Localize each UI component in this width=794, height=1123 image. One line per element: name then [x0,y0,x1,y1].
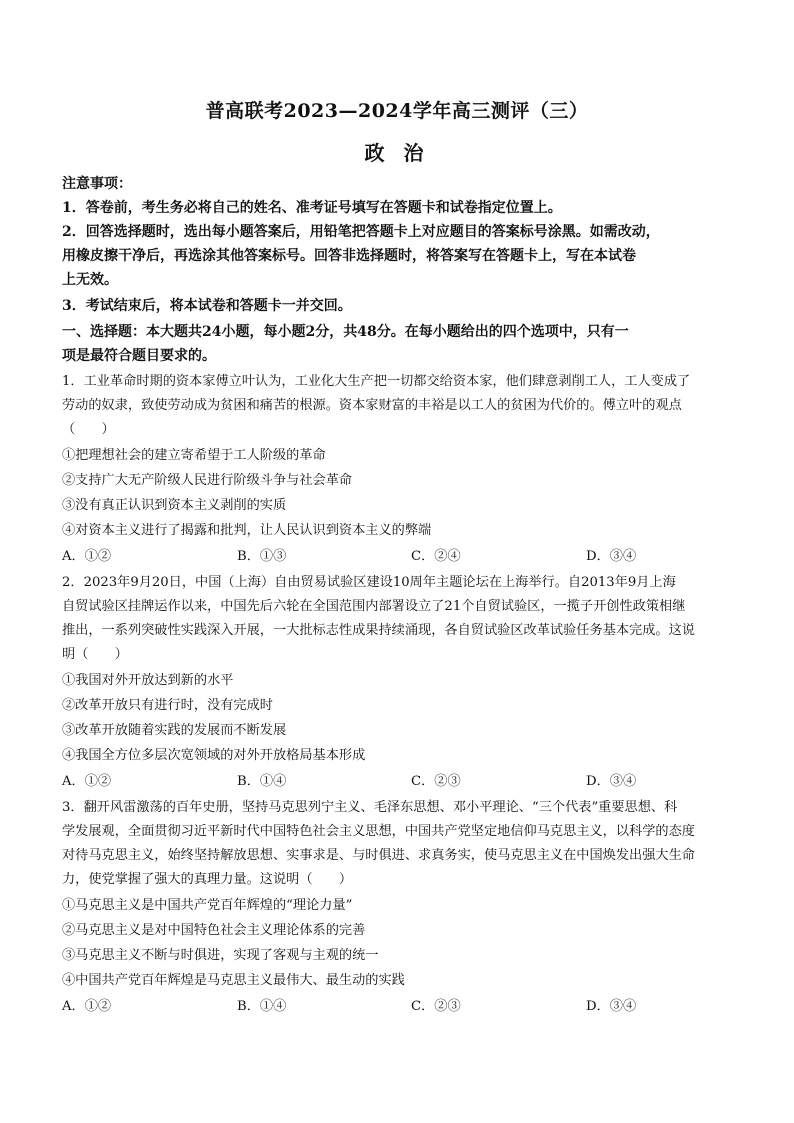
statement-item: ①把理想社会的建立寄希望于工人阶级的革命 [62,448,326,463]
question-stem: 明（ ） [62,647,128,662]
statement-item: ④中国共产党百年辉煌是马克思主义最伟大、最生动的实践 [62,973,405,988]
question-stem: 劳动的奴隶，致使劳动成为贫困和痛苦的根源。资本家财富的丰裕是以工人的贫困为代价的。傅立叶的观点 [62,398,682,413]
option-b: B．①④ [237,999,287,1014]
notice-line: 3．考试结束后，将本试卷和答题卡一并交回。 [62,298,352,314]
question-stem: 推出，一系列突破性实践深入开展，一大批标志性成果持续涌现，各自贸试验区改革试验任务基本完成。这说 [62,623,695,638]
question-stem: （ ） [62,422,115,437]
statement-item: ③马克思主义不断与时俱进，实现了客观与主观的统一 [62,948,379,963]
option-b: B．①③ [237,549,287,564]
answer-options [62,770,732,794]
option-c: C．②③ [411,774,461,789]
question-stem: 自贸试验区挂牌运作以来，中国先后六轮在全国范围内部署设立了21个自贸试验区，一揽子开创性政策相继 [62,599,686,614]
question-stem: 对待马克思主义，始终坚持解放思想、实事求是、与时俱进、求真务实，使马克思主义在中国焕发出强大生命 [62,848,695,863]
option-a: A．①② [62,999,112,1014]
statement-item: ③改革开放随着实践的发展而不断发展 [62,723,287,738]
statement-item: ②支持广大无产阶级人民进行阶级斗争与社会革命 [62,473,353,488]
section-heading: 项是最符合题目要求的。 [62,348,216,364]
notice-heading: 注意事项： [62,176,132,192]
section-heading: 一、选择题：本大题共24小题，每小题2分，共48分。在每小题给出的四个选项中，只有一 [62,324,629,340]
option-c: C．②③ [411,999,461,1014]
question-stem: 学发展观，全面贯彻习近平新时代中国特色社会主义思想，中国共产党坚定地信仰马克思主义，以科学的态度 [62,824,695,839]
statement-item: ②马克思主义是对中国特色社会主义理论体系的完善 [62,923,366,938]
statement-item: ④对资本主义进行了揭露和批判，让人民认识到资本主义的弊端 [62,523,432,538]
notice-line: 2．回答选择题时，选出每小题答案后，用铅笔把答题卡上对应题目的答案标号涂黑。如需改动， [62,224,660,240]
option-d: D．③④ [586,774,637,789]
option-a: A．①② [62,774,112,789]
notice-line: 用橡皮擦干净后，再选涂其他答案标号。回答非选择题时，将答案写在答题卡上，写在本试卷 [62,248,636,264]
answer-options [62,995,732,1019]
question-stem: 2．2023年9月20日，中国（上海）自由贸易试验区建设10周年主题论坛在上海举行。自2013年9月上海 [62,575,676,590]
exam-title: 普高联考2023—2024学年高三测评（三） [205,100,589,122]
notice-line: 上无效。 [62,272,118,288]
option-d: D．③④ [586,999,637,1014]
statement-item: ②改革开放只有进行时，没有完成时 [62,698,273,713]
option-c: C．②④ [411,549,461,564]
notice-line: 1．答卷前，考生务必将自己的姓名、准考证号填写在答题卡和试卷指定位置上。 [62,200,562,216]
statement-item: ①我国对外开放达到新的水平 [62,673,234,688]
option-d: D．③④ [586,549,637,564]
statement-item: ③没有真正认识到资本主义剥削的实质 [62,498,287,513]
option-b: B．①④ [237,774,287,789]
statement-item: ④我国全方位多层次宽领域的对外开放格局基本形成 [62,748,366,763]
question-stem: 1．工业革命时期的资本家傅立叶认为，工业化大生产把一切都交给资本家，他们肆意剥削工人，工人变成了 [62,374,691,389]
answer-options [62,545,732,569]
subject-title: 政 治 [364,141,430,165]
statement-item: ①马克思主义是中国共产党百年辉煌的“理论力量” [62,898,353,913]
question-stem: 力，使党掌握了强大的真理力量。这说明（ ） [62,872,353,887]
question-stem: 3．翻开风雷激荡的百年史册，坚持马克思列宁主义、毛泽东思想、邓小平理论、“三个代表”重要思想、科 [62,800,678,815]
option-a: A．①② [62,549,112,564]
